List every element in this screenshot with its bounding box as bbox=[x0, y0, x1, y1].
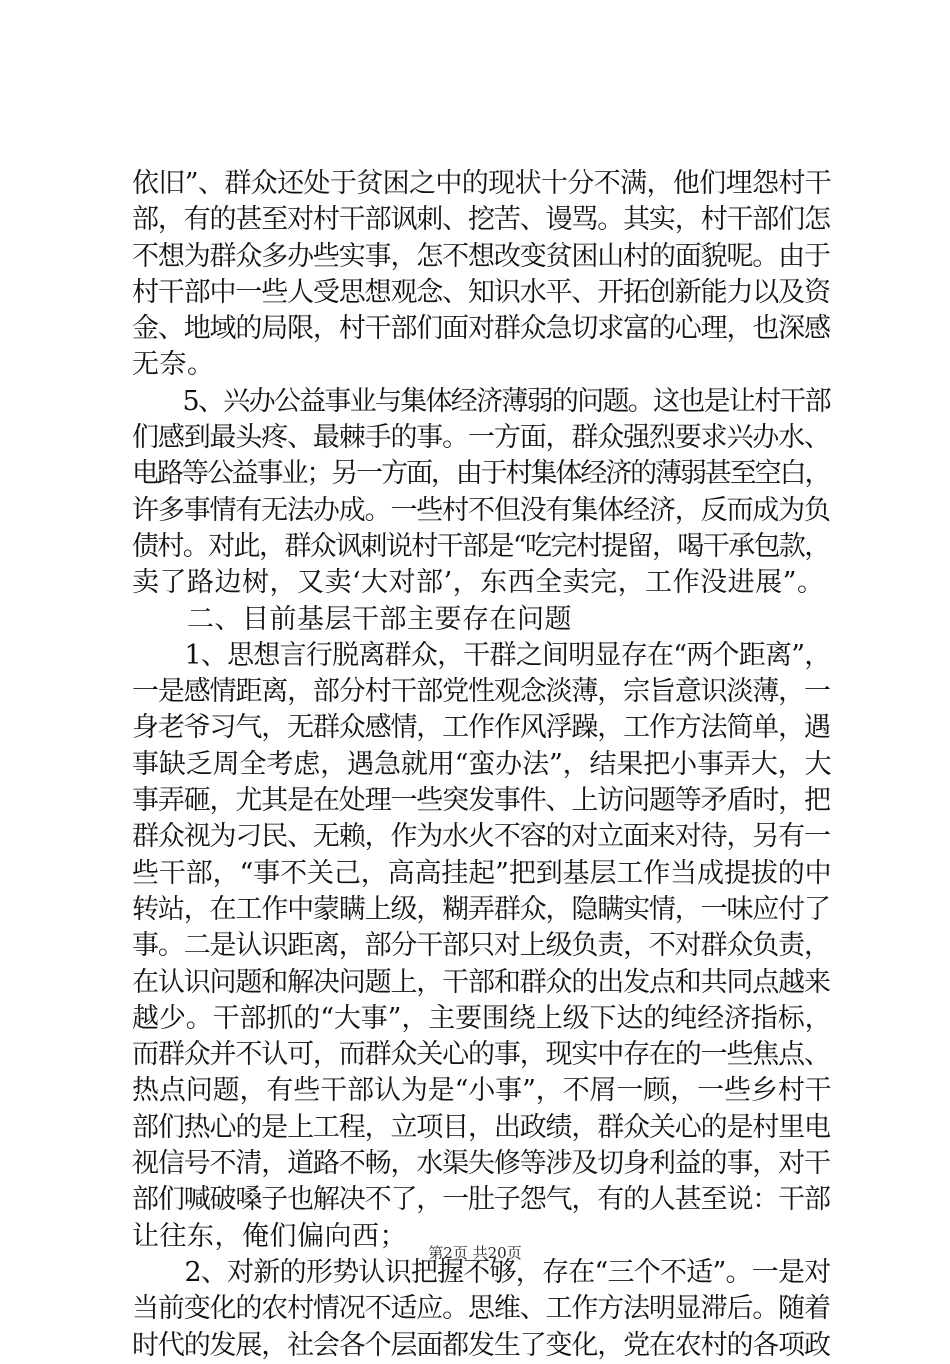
text-line: 事。二是认识距离，部分干部只对上级负责，不对群众负责， bbox=[132, 930, 830, 962]
text-line: 二、目前基层干部主要存在问题 bbox=[132, 603, 572, 635]
text-line: 村干部中一些人受思想观念、知识水平、开拓创新能力以及资 bbox=[132, 276, 830, 308]
text-line: 群众视为刁民、无赖，作为水火不容的对立面来对待，另有一 bbox=[132, 821, 830, 853]
text-line: 部们热心的是上工程，立项目，出政绩，群众关心的是村里电 bbox=[132, 1111, 830, 1143]
text-line: 们感到最头疼、最棘手的事。一方面，群众强烈要求兴办水、 bbox=[132, 422, 830, 454]
text-line: 让往东，俺们偏向西； bbox=[132, 1220, 407, 1252]
text-line: 依旧”、群众还处于贫困之中的现状十分不满，他们埋怨村干 bbox=[132, 168, 832, 199]
text-line: 部们喊破嗓子也解决不了，一肚子怨气，有的人甚至说：干部 bbox=[132, 1184, 830, 1216]
text-line: 视信号不清，道路不畅，水渠失修等涉及切身利益的事，对干 bbox=[132, 1148, 830, 1180]
text-line: 身老爷习气，无群众感情，工作作风浮躁，工作方法简单，遇 bbox=[132, 712, 830, 744]
text-line: 事弄砸，尤其是在处理一些突发事件、上访问题等矛盾时，把 bbox=[132, 785, 830, 817]
text-line: 债村。对此，群众讽刺说村干部是“吃完村提留，喝干承包款， bbox=[132, 530, 830, 562]
text-line: 1、思想言行脱离群众，干群之间明显存在“两个距离”， bbox=[132, 639, 831, 671]
text-line: 无奈。 bbox=[132, 349, 215, 381]
text-line: 当前变化的农村情况不适应。思维、工作方法明显滞后。随着 bbox=[132, 1293, 830, 1325]
text-line: 热点问题，有些干部认为是“小事”，不屑一顾，一些乡村干 bbox=[132, 1075, 832, 1107]
page-footer: 第2页 共20页 bbox=[428, 1244, 522, 1262]
text-line: 2、对新的形势认识把握不够，存在“三个不适”。一是对 bbox=[132, 1256, 831, 1288]
document-body bbox=[132, 166, 832, 1364]
text-line: 部，有的甚至对村干部讽刺、挖苦、谩骂。其实，村干部们怎 bbox=[132, 204, 830, 236]
text-line: 5、兴办公益事业与集体经济薄弱的问题。这也是让村干部 bbox=[132, 385, 830, 417]
text-line: 时代的发展，社会各个层面都发生了变化，党在农村的各项政 bbox=[132, 1329, 830, 1361]
text-line: 许多事情有无法办成。一些村不但没有集体经济，反而成为负 bbox=[132, 494, 830, 526]
text-line: 卖了路边树，又卖‘大对部’，东西全卖完，工作没进展”。 bbox=[132, 567, 825, 599]
text-line: 电路等公益事业；另一方面，由于村集体经济的薄弱甚至空白， bbox=[132, 458, 830, 490]
text-line: 越少。干部抓的“大事”，主要围绕上级下达的纯经济指标， bbox=[132, 1002, 832, 1034]
text-line: 事缺乏周全考虑，遇急就用“蛮办法”，结果把小事弄大，大 bbox=[132, 748, 832, 780]
text-line: 转站，在工作中蒙瞒上级，糊弄群众，隐瞒实情，一味应付了 bbox=[132, 893, 830, 925]
text-line: 金、地域的局限，村干部们面对群众急切求富的心理，也深感 bbox=[132, 313, 830, 345]
text-line: 在认识问题和解决问题上，干部和群众的出发点和共同点越来 bbox=[132, 966, 830, 998]
text-line: 不想为群众多办些实事，怎不想改变贫困山村的面貌呢。由于 bbox=[132, 240, 830, 272]
text-line: 些干部，“事不关己，高高挂起”把到基层工作当成提拔的中 bbox=[132, 857, 832, 889]
text-line: 而群众并不认可，而群众关心的事，现实中存在的一些焦点、 bbox=[132, 1039, 830, 1071]
text-line: 一是感情距离，部分村干部党性观念淡薄，宗旨意识淡薄，一 bbox=[132, 676, 830, 708]
